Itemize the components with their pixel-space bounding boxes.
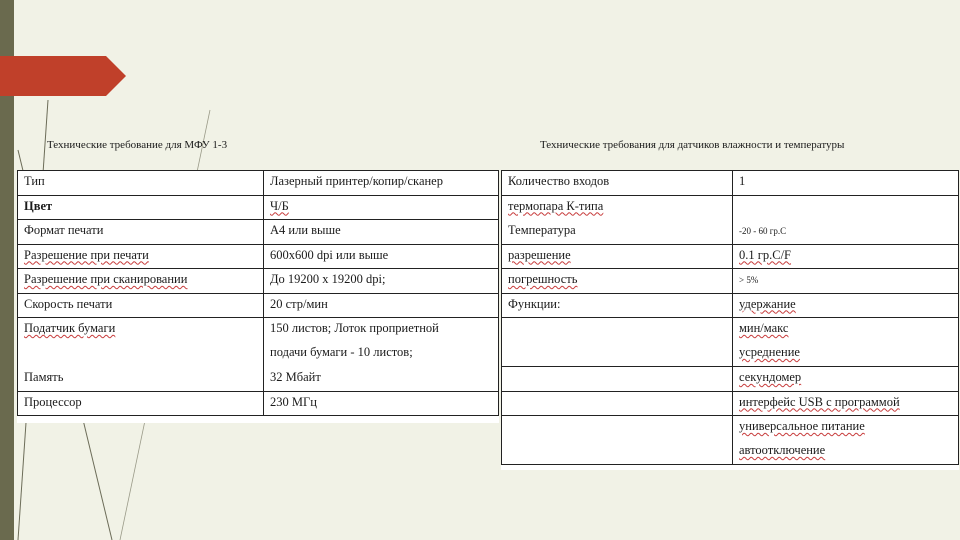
table-row xyxy=(18,318,499,343)
sensor-value-text: 0.1 гр.С/F xyxy=(739,247,792,262)
table-row xyxy=(18,342,499,367)
table-row xyxy=(502,416,959,441)
sensor-param xyxy=(502,244,733,269)
sensor-value xyxy=(733,293,959,318)
sensor-value-text: -20 - 60 гр.С xyxy=(739,225,787,236)
mfu-value: Лазерный принтер/копир/сканер xyxy=(264,171,499,196)
table-row xyxy=(18,269,499,294)
sensor-value xyxy=(733,367,959,392)
sensor-value-text: > 5% xyxy=(739,275,759,285)
sensor-value-text: усреднение xyxy=(739,345,800,359)
sensor-value-text: мин/макс xyxy=(739,321,789,335)
sensor-param xyxy=(502,318,733,343)
sensor-value-text: автоотключение xyxy=(739,443,826,457)
table-row xyxy=(502,440,959,465)
table-row xyxy=(502,195,959,220)
sensor-param-text: погрешность xyxy=(508,272,578,286)
sensor-value: 1 xyxy=(733,171,959,196)
mfu-value: До 19200 х 19200 dpi; xyxy=(264,269,499,294)
table-row xyxy=(502,391,959,416)
sensor-param xyxy=(502,416,733,441)
sensor-requirements-table xyxy=(501,170,959,470)
table-row xyxy=(502,293,959,318)
mfu-table-caption: Технические требование для МФУ 1-3 xyxy=(47,139,228,151)
mfu-value xyxy=(264,195,499,220)
table-row xyxy=(502,244,959,269)
sensor-param xyxy=(502,269,733,294)
table-row xyxy=(18,171,499,196)
mfu-param-text: Податчик бумаги xyxy=(24,321,116,335)
mfu-value: 600x600 dpi или выше xyxy=(264,244,499,269)
sensor-value xyxy=(733,318,959,343)
mfu-value: А4 или выше xyxy=(264,220,499,245)
mfu-requirements-table xyxy=(17,170,499,423)
sensor-value xyxy=(733,391,959,416)
mfu-value: 230 МГц xyxy=(264,391,499,416)
mfu-param xyxy=(18,342,264,367)
sensor-value xyxy=(733,440,959,465)
mfu-param: Формат печати xyxy=(18,220,264,245)
mfu-value: 150 листов; Лоток проприетной xyxy=(264,318,499,343)
mfu-value-text: Ч/Б xyxy=(270,198,289,213)
sensor-param xyxy=(502,195,733,220)
table-row xyxy=(18,367,499,392)
mfu-value: 20 стр/мин xyxy=(264,293,499,318)
sensor-param xyxy=(502,367,733,392)
table-row xyxy=(18,391,499,416)
mfu-param: Цвет xyxy=(18,195,264,220)
sensor-value xyxy=(733,416,959,441)
sensor-value xyxy=(733,244,959,269)
sensor-param xyxy=(502,440,733,465)
sensor-value xyxy=(733,195,959,220)
table-row xyxy=(502,171,959,196)
sensor-param-text: термопара К-типа xyxy=(508,198,604,213)
mfu-param: Скорость печати xyxy=(18,293,264,318)
sensor-value xyxy=(733,220,959,245)
sensor-value xyxy=(733,269,959,294)
sensor-param: Функции: xyxy=(502,293,733,318)
table-row xyxy=(502,367,959,392)
mfu-param: Тип xyxy=(18,171,264,196)
sensor-value xyxy=(733,342,959,367)
sensor-table-caption: Технические требования для датчиков влажности и температуры xyxy=(540,139,845,151)
table-row xyxy=(502,220,959,245)
sensor-param xyxy=(502,391,733,416)
mfu-value: 32 Мбайт xyxy=(264,367,499,392)
table-row xyxy=(18,195,499,220)
sensor-value-text: удержание xyxy=(739,296,796,311)
sensor-value-text: универсальное питание xyxy=(739,419,865,433)
mfu-param xyxy=(18,269,264,294)
sensor-param: Количество входов xyxy=(502,171,733,196)
mfu-param: Процессор xyxy=(18,391,264,416)
table-row xyxy=(18,293,499,318)
mfu-param xyxy=(18,244,264,269)
mfu-param-text: Разрешение при печати xyxy=(24,247,149,262)
mfu-param-text: Разрешение при сканировании xyxy=(24,272,188,286)
table-row xyxy=(502,342,959,367)
table-row xyxy=(18,220,499,245)
sensor-value-text: интерфейс USB с программой xyxy=(739,394,900,409)
table-row xyxy=(18,244,499,269)
sensor-param: Температура xyxy=(502,220,733,245)
mfu-param: Память xyxy=(18,367,264,392)
sensor-param-text: разрешение xyxy=(508,247,571,262)
sensor-param xyxy=(502,342,733,367)
mfu-value: подачи бумаги - 10 листов; xyxy=(264,342,499,367)
table-row xyxy=(502,269,959,294)
mfu-param xyxy=(18,318,264,343)
table-row xyxy=(502,318,959,343)
sensor-value-text: секундомер xyxy=(739,370,802,384)
